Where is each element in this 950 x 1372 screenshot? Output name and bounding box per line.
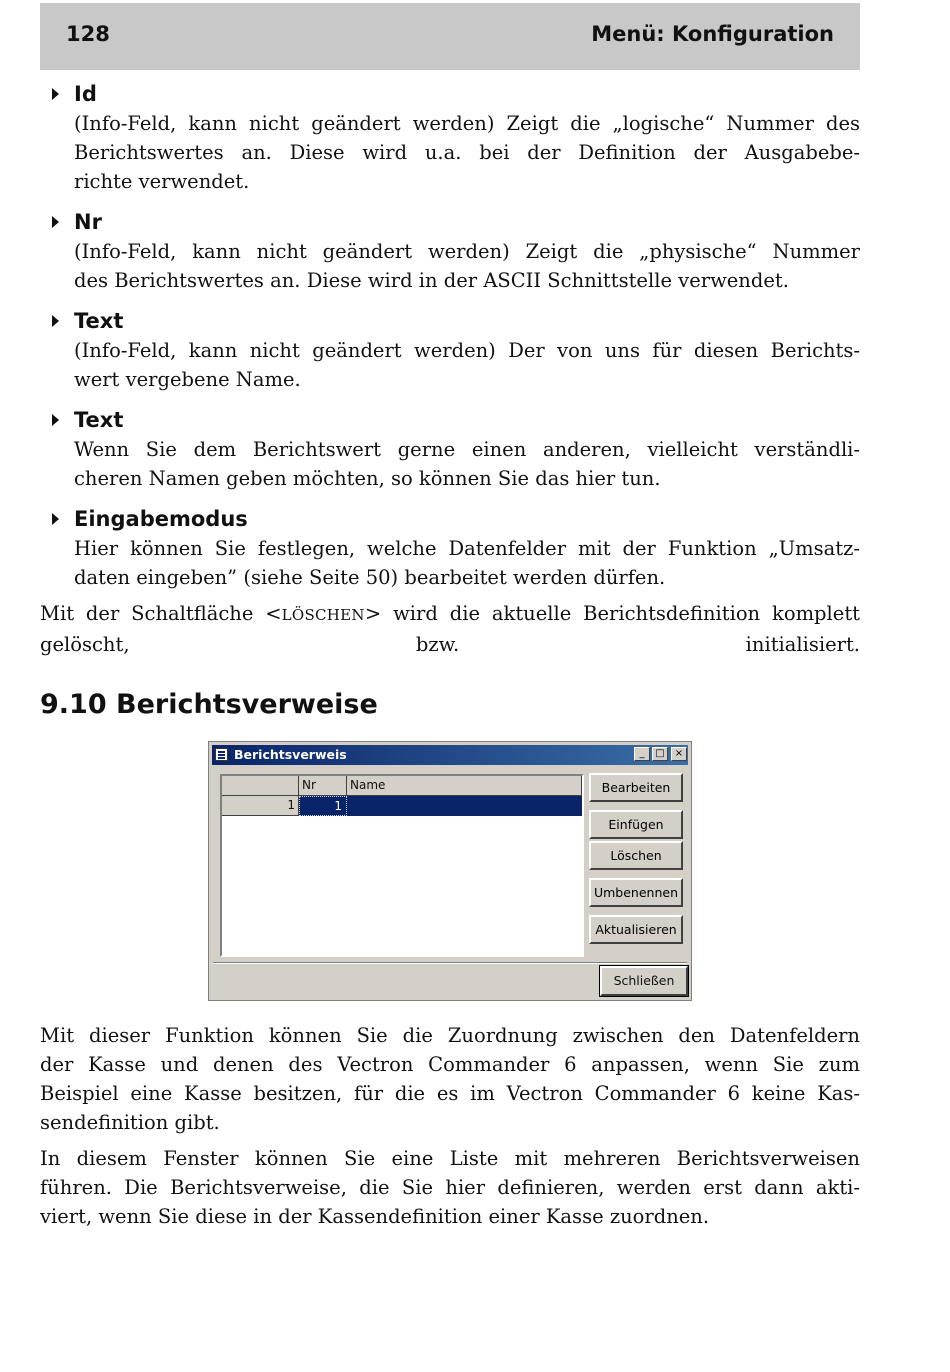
title-bar[interactable] — [212, 745, 688, 765]
definition-term: Eingabemodus — [74, 507, 248, 531]
definition-description — [40, 435, 860, 493]
definition-text-editable — [40, 406, 860, 493]
text-line: führen. Die Berichtsverweise, die Sie hier definieren, werden erst dann akti- — [40, 1176, 860, 1199]
chapter-title: Menü: Konfiguration — [591, 22, 834, 46]
page-number: 128 — [66, 22, 110, 46]
definition-nr — [40, 208, 860, 295]
desc-line: daten eingeben” (siehe Seite 50) bearbeitet werden dürfen. — [74, 566, 666, 589]
row-number-cell[interactable]: 1 — [222, 796, 299, 816]
desc-line: cheren Namen geben möchten, so können Sie das hier tun. — [74, 467, 661, 490]
definition-text — [40, 307, 860, 394]
definition-eingabemodus — [40, 505, 860, 592]
triangle-bullet-icon — [52, 88, 59, 100]
desc-line: (Info-Feld, kann nicht geändert werden) Zeigt die „physische“ Nummer — [74, 240, 860, 263]
grid-header-nr[interactable]: Nr — [299, 776, 347, 796]
window-app-icon — [215, 748, 228, 761]
definition-description — [40, 336, 860, 394]
nr-cell[interactable]: 1 — [299, 796, 347, 816]
triangle-bullet-icon — [52, 414, 59, 426]
paragraph-1 — [40, 1021, 860, 1137]
desc-line: des Berichtswertes an. Diese wird in der ASCII Schnittstelle verwendet. — [74, 269, 789, 292]
text-line: Mit dieser Funktion können Sie die Zuordnung zwischen den Datenfeldern — [40, 1024, 860, 1047]
loeschen-reference: LÖSCHEN — [281, 606, 365, 624]
definition-term: Text — [74, 309, 124, 333]
schliessen-button[interactable]: Schließen — [600, 966, 688, 996]
desc-line: (Info-Feld, kann nicht geändert werden) Zeigt die „logische“ Nummer des — [74, 112, 860, 135]
definition-description — [40, 109, 860, 196]
definition-description — [40, 534, 860, 592]
definition-term: Nr — [74, 210, 102, 234]
text-line: gelöscht, bzw. initialisiert. — [40, 633, 860, 656]
bearbeiten-button[interactable]: Bearbeiten — [589, 773, 683, 802]
delete-paragraph — [40, 599, 860, 659]
desc-line: Berichtswertes an. Diese wird u.a. bei der Definition der Ausgabebe- — [74, 141, 860, 164]
desc-line: Hier können Sie festlegen, welche Datenfelder mit der Funktion „Umsatz- — [74, 537, 860, 560]
triangle-bullet-icon — [52, 315, 59, 327]
loeschen-button[interactable]: Löschen — [589, 841, 683, 870]
berichtsverweis-grid[interactable] — [220, 774, 584, 957]
maximize-button[interactable]: □ — [652, 747, 668, 761]
text-span: > wird die aktuelle Berichtsdefinition komplett — [364, 602, 860, 625]
desc-line: richte verwendet. — [74, 170, 250, 193]
einfuegen-button[interactable]: Einfügen — [589, 810, 683, 839]
close-window-button[interactable]: × — [671, 747, 687, 761]
desc-line: (Info-Feld, kann nicht geändert werden) Der von uns für diesen Berichts- — [74, 339, 860, 362]
umbenennen-button[interactable]: Umbenennen — [589, 878, 683, 907]
text-line: Beispiel eine Kasse besitzen, für die es im Vectron Commander 6 keine Kas- — [40, 1082, 860, 1105]
text-span: Mit der Schaltfläche < — [40, 602, 282, 625]
page-header — [40, 3, 860, 70]
definition-id — [40, 80, 860, 196]
text-line: der Kasse und denen des Vectron Commander 6 anpassen, wenn Sie zum — [40, 1053, 860, 1076]
grid-header-name[interactable]: Name — [347, 776, 582, 796]
definition-term: Text — [74, 408, 124, 432]
triangle-bullet-icon — [52, 216, 59, 228]
triangle-bullet-icon — [52, 513, 59, 525]
text-line: viert, wenn Sie diese in der Kassendefinition einer Kasse zuordnen. — [40, 1205, 710, 1228]
section-heading: 9.10 Berichtsverweise — [40, 689, 378, 720]
text-line: sendefinition gibt. — [40, 1111, 220, 1134]
paragraph-2 — [40, 1144, 860, 1231]
desc-line: wert vergebene Name. — [74, 368, 301, 391]
aktualisieren-button[interactable]: Aktualisieren — [589, 915, 683, 944]
definition-description — [40, 237, 860, 295]
text-line: In diesem Fenster können Sie eine Liste mit mehreren Berichtsverweisen — [40, 1147, 860, 1170]
window-title: Berichtsverweis — [234, 747, 347, 762]
name-cell[interactable] — [347, 796, 582, 816]
minimize-button[interactable]: _ — [634, 747, 650, 761]
berichtsverweis-dialog — [208, 741, 692, 1001]
desc-line: Wenn Sie dem Berichtswert gerne einen anderen, vielleicht verständli- — [74, 438, 860, 461]
separator — [213, 962, 687, 964]
definition-term: Id — [74, 82, 97, 106]
grid-header-rownum[interactable] — [222, 776, 299, 796]
